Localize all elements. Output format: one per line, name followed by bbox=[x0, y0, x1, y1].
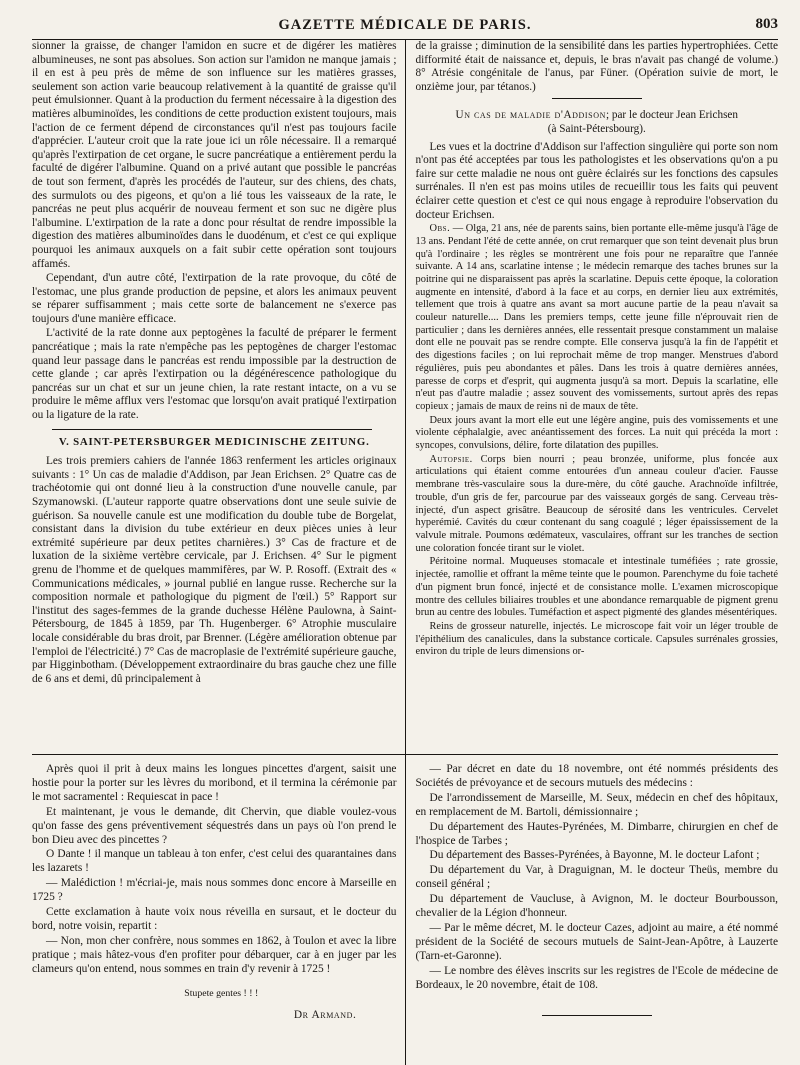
main-article-area bbox=[32, 40, 778, 755]
column-rule bbox=[405, 755, 406, 1065]
paragraph: Du département des Hautes-Pyrénées, M. Dimbarre, chirurgien en chef de l'hospice de Tarbes ; bbox=[415, 820, 779, 847]
paragraph: Du département du Var, à Draguignan, M. le docteur Theüs, membre du conseil général ; bbox=[415, 864, 779, 891]
paragraph: De l'arrondissement de Marseille, M. Seux, médecin en chef des hôpitaux, en remplacement de M. Bartoli, démissionnaire ; bbox=[415, 791, 779, 818]
paragraph: O Dante ! il manque un tableau à ton enfer, c'est celui des quarantaines dans les lazarets ! bbox=[32, 848, 397, 875]
page-header bbox=[32, 14, 778, 40]
paragraph: Les vues et la doctrine d'Addison sur l'affection singulière qui porte son nom n'ont pas été acceptées par tous les pathologistes et les observations qu'on a pu faire sur cette maladie ne nous ont guère éclairés sur les fonctions des capsules surrénales. Il n'en est pas moins utiles de recueillir tous les faits qui peuvent éclairer cette question et c'est ce qui nous engage à reproduire l'observation du docteur Erichsen. bbox=[415, 140, 779, 221]
paragraph: Après quoi il prit à deux mains les longues pincettes d'argent, saisit une hostie pour la porter sur les lèvres du moribond, et il termina la cérémonie par le mot sacramentel : Requiescat in pace ! bbox=[32, 763, 397, 803]
page-number: 803 bbox=[755, 16, 778, 32]
paragraph: — Par décret en date du 18 novembre, ont été nommés présidents des Sociétés de prévoyance et de secours mutuels des médecins : bbox=[415, 763, 779, 789]
paragraph: de la graisse ; diminution de la sensibilité dans les parties hypertrophiées. Cette difformité était de naissance et, depuis, le bras n'avait pas changé de volume.) 8° Atrésie congénitale de l'anus, par Füner. (Opération suivie de mort, le onzième jour, par tétanos.) bbox=[415, 40, 779, 93]
paragraph: Cette exclamation à haute voix nous réveilla en sursaut, et le docteur du bord, notre voisin, repartit : bbox=[32, 906, 397, 932]
journal-contents-paragraph: Les trois premiers cahiers de l'année 1863 renferment les articles originaux suivants : 1° Un cas de maladie d'Addison, par Jean Erichsen. 2° Quatre cas de trachéotomie qui ont donné lieu à la construction d'une nouvelle canule, par Szymanowski. (L'auteur rapporte quatre observations dont une seule suivie de guérison. Sa nouvelle canule est une modification du double tube de Borgelat, consistant dans la division du tube extérieur en deux pièces unies à leur extrémité supérieure par deux petites charnières.) 3° Cas de fracture et de luxation de la sixième vertèbre cervicale, par J. Erichsen. 4° Sur le pigment grenu de l'homme et de quelques mammifères, par W. P. Rosoff. (Extrait des « Communications médicales, » journal publié en langue russe. Recherche sur la composition normale et pathologique du pigment de l'œil.) 5° Rapport sur l'institut des sages-femmes de la grande duchesse Hélène Paulowna, à Saint-Pétersbourg, de 1845 à 1859, par Th. Hugenberger. 6° Atrophie musculaire locale considérable du bras droit, par Brenner. (Légère amélioration obtenue par l'emploi de l'électricité.) 7° Cas de macroplasie de l'extrémité supérieure gauche, par Higginbotham. (Développement extraordinaire du bras gauche chez une fille de 6 ans et demi, dû principalement à bbox=[32, 455, 397, 685]
journal-title: GAZETTE MÉDICALE DE PARIS. bbox=[278, 17, 532, 33]
autopsy-paragraph bbox=[416, 454, 779, 556]
paragraph: — Le nombre des élèves inscrits sur les registres de l'Ecole de médecine de Bordeaux, le 20 novembre, était de 108. bbox=[415, 964, 779, 991]
section-heading: V. SAINT-PETERSBURGER MEDICINISCHE ZEITUNG. bbox=[58, 435, 370, 448]
obs-label: Obs. bbox=[429, 223, 451, 235]
paragraph: sionner la graisse, de changer l'amidon en sucre et de digérer les matières albumineuses, ne sont pas absolues. Son action sur l'amidon ne manque jamais ; il en est à peu près de même de son influence sur les matières grasses, seulement son action varie beaucoup relativement à la quantité de graisse qu'il peut émulsionner. Quant à la production du ferment nécessaire à la digestion des matières albuminoïdes, les conditions de cette production existent toujours, mais l'action de ce ferment dépend de circonstances qu'il n'est pas toujours facile d'apprécier. L'auteur croit que la rate joue ici un rôle nécessaire. Il a remarqué qu'après l'extirpation de cet organe, le sucre pancréatique a entièrement perdu la faculté de digérer l'albumine. Quand on a privé autant que possible le pancréas de tout son ferment, d'après les procédés de l'auteur, sur des chiens, des chats, des surmulots ou des pigeons, et qu'on a lié tous les vaisseaux de la rate, le pancréas ne peut plus acquérir de nouveau ferment et son suc ne digère plus l'albumine. L'extirpation de la rate a donc pour résultat de rendre impossible la digestion des matières albuminoïdes dans le duodénum, et c'est ce qui explique pourquoi les animaux auxquels on a fait subir cette opération sont toujours affamés. bbox=[32, 40, 397, 270]
paragraph: Péritoine normal. Muqueuses stomacale et intestinale tuméfiées ; rate grossie, injectée, ramollie et offrant la même teinte que le poumon. Parenchyme du foie tacheté d'un pigment brun foncé, injecté et de consistance molle. L'examen microscopique montre des cellules biliaires troubles et une abondance remarquable de pigment grenu brun au centre des lobules. Tuméfaction et aspect pigmenté des glandes mésentériques. bbox=[415, 556, 779, 619]
paragraph: Cependant, d'un autre côté, l'extirpation de la rate provoque, du côté de l'estomac, une plus grande production de pepsine, et alors les animaux peuvent se réparer suffisamment ; mais cette sorte de balancement ne s'exerce pas toujours d'une manière efficace. bbox=[32, 272, 397, 325]
paragraph: Deux jours avant la mort elle eut une légère angine, puis des vomissements et une violente céphalalgie, avec anéantissement des forces. La nuit qui précéda la mort : syncopes, convulsions, délire, forte dilatation des pupilles. bbox=[415, 414, 779, 452]
left-column bbox=[32, 40, 403, 754]
divider bbox=[552, 98, 642, 99]
autopsy-label: Autopsie. bbox=[429, 453, 473, 465]
divider bbox=[542, 1015, 652, 1016]
case-title-lead: Un cas de maladie d'Addison bbox=[455, 109, 606, 122]
observation-paragraph bbox=[416, 223, 779, 414]
paragraph: Reins de grosseur naturelle, injectés. Le microscope fait voir un léger trouble de l'épithélium des canalicules, dans la substance corticale. Capsules surrénales grossies, environ du triple de leurs dimensions or- bbox=[415, 620, 779, 658]
paragraph: Du département des Basses-Pyrénées, à Bayonne, M. le docteur Lafont ; bbox=[429, 849, 760, 862]
case-title-rest: ; par le docteur Jean Erichsen bbox=[605, 109, 738, 122]
feuilleton-column bbox=[32, 763, 403, 1065]
paragraph: L'activité de la rate donne aux peptogènes la faculté de préparer le ferment pancréatique ; mais la rate n'empêche pas les peptogènes de charger l'estomac quand leur passage dans le pancréas est rendu impossible par la destruction de cette glande ; car après l'extirpation ou la dégénérescence pathologique du pancréas sur un chat et sur un jeune chien, la rate restant intacte, on a vu se produire le même afflux vers l'estomac que lorsqu'on avait pratiqué l'extirpation ou la ligature de la rate. bbox=[32, 327, 397, 422]
autopsy-text: Corps bien nourri ; peau bronzée, uniforme, plus foncée aux articulations qui étaient comme entourées d'un anneau couleur d'acier. Fausse membrane très-vasculaire sous la dure-mère, du côté gauche. Arachnoïde infiltrée, trouble, d'un gris de fer, parcourue par des vaisseaux gorgés de sang. Cerveau très-injecté, d'un aspect grisâtre. Beaucoup de sérosité dans les ventricules. Cervelet hyperémié. Cavités du cœur contenant du sang coagulé ; léger épaississement de la valvule mitrale. Poumons œdémateux, vasculaires, offrant sur les tranches de section une coloration foncée tirant sur le violet. bbox=[415, 453, 779, 554]
lower-area bbox=[32, 755, 778, 1065]
paragraph: — Malédiction ! m'écriai-je, mais nous sommes donc encore à Marseille en 1725 ? bbox=[32, 877, 397, 904]
paragraph: — Par le même décret, M. le docteur Cazes, adjoint au maire, a été nommé président de la Société de secours mutuels de Saint-Jean-Apôtre, à Lauzerte (Tarn-et-Garonne). bbox=[415, 921, 779, 962]
right-column bbox=[408, 40, 779, 754]
column-rule bbox=[405, 40, 406, 754]
paragraph: Du département de Vaucluse, à Avignon, M. le docteur Bourbousson, chevalier de la Légion d'honneur. bbox=[415, 893, 779, 920]
signature: Dr Armand. bbox=[293, 1008, 357, 1021]
divider bbox=[52, 429, 372, 430]
case-title-place: (à Saint-Pétersbourg). bbox=[547, 122, 646, 135]
paragraph: — Non, mon cher confrère, nous sommes en 1862, à Toulon et avec la libre pratique ; mais hâtez-vous d'en profiter pour débarquer, car à en juger par les clameurs qu'on entend, nous sommes en train d'y revenir à 1725 ! bbox=[32, 934, 397, 975]
obs-text: — Olga, 21 ans, née de parents sains, bien portante elle-même jusqu'à l'âge de 13 ans. Pendant l'été de cette année, on crut remarquer que son teint devenait plus brun qu'à l'ordinaire ; les règles se montrèrent une fois pour ne reparaître que l'année suivante. A 14 ans, scarlatine intense ; le médecin remarque des taches brunes sur la poitrine qui ne disparaissent pas après la scarlatine. Depuis cette époque, la coloration augmente en intensité, d'abord à la face et au corps, en dernier lieu aux extrémités, tellement que trois à quatre ans avant sa mort aucune partie de la peau n'avait sa couleur naturelle.... Dans les premiers temps, cette jeune fille n'éprouvait rien de particulier ; dans les dernières années, elle ressentait presque constamment un malaise dont elle ne pouvait pas se rendre compte. Elle conserva jusqu'à la fin de l'appétit et des digestions faciles ; on lui reprochait même de trop manger. Menstrues d'abord régulières, puis peu abondantes et pâles. Dans les trois à quatre dernières années, paresse de corps et d'esprit, qui augmenta jusqu'à sa mort. Depuis la scarlatine, elle n'eut pas d'autre maladie ; assez souvent des vomissements, surtout après des repas copieux ; jamais de maux de reins ni de maux de tête. bbox=[415, 223, 779, 412]
paragraph: Et maintenant, je vous le demande, dit Chervin, que diable voulez-vous qu'on fasse des gens préventivement séquestrés dans un pays où l'on prend le bon Dieu avec des pincettes ? bbox=[32, 805, 397, 846]
case-title bbox=[416, 109, 779, 136]
news-column bbox=[408, 763, 779, 1065]
exclamation: Stupete gentes ! ! ! bbox=[184, 987, 259, 999]
